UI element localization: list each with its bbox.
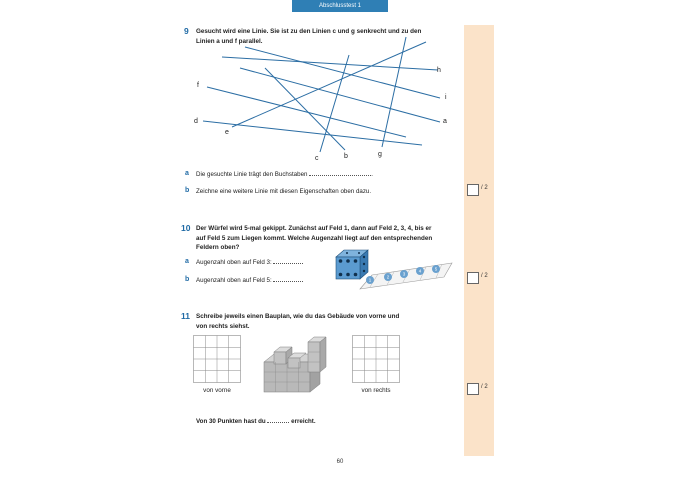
- task-9a-answer-blank[interactable]: [309, 175, 371, 176]
- page-number: 60: [336, 459, 344, 465]
- task-10b-label: Augenzahl oben auf Feld 5:: [196, 277, 272, 284]
- label-f: f: [197, 82, 199, 89]
- grid-front[interactable]: [193, 335, 241, 383]
- label-d: d: [194, 118, 198, 125]
- task-11-text-line1: Schreibe jeweils einen Bauplan, wie du das Gebäude von vorne und: [196, 313, 400, 320]
- field-1-label: 1: [368, 277, 372, 283]
- task-10-score: / 2: [481, 273, 488, 279]
- line-e: [232, 42, 426, 127]
- points-suffix: erreicht.: [291, 418, 316, 425]
- task-10a-text: [196, 259, 303, 266]
- caption-right: von rechts: [361, 387, 391, 394]
- label-h: h: [437, 67, 441, 74]
- task-10b-answer-blank[interactable]: [273, 281, 303, 282]
- points-prefix: Von 30 Punkten hast du: [196, 418, 266, 425]
- grid-right[interactable]: [352, 335, 400, 383]
- task-9-score: / 2: [481, 185, 488, 191]
- field-2-label: 2: [386, 274, 390, 280]
- label-b: b: [344, 153, 348, 160]
- task-10-number: 10: [181, 223, 191, 233]
- task-9b-letter: b: [185, 187, 190, 194]
- task-10b-letter: b: [185, 276, 190, 283]
- building-figure: [262, 334, 330, 396]
- field-5-label: 5: [434, 266, 438, 272]
- task-10a-label: Augenzahl oben auf Feld 3:: [196, 259, 272, 266]
- label-a: a: [443, 118, 447, 125]
- task-11-text: [196, 312, 399, 331]
- task-9a-letter: a: [185, 170, 189, 177]
- task-9-score-box[interactable]: [467, 184, 479, 196]
- task-9b-text: Zeichne eine weitere Linie mit diesen Eigenschaften oben dazu.: [196, 188, 372, 195]
- task-10b-text: [196, 277, 303, 284]
- task-10-text-line2: auf Feld 5 zum Liegen kommt. Welche Augenzahl liegt auf den entsprechenden: [196, 234, 433, 242]
- task-10a-answer-blank[interactable]: [273, 263, 303, 264]
- task-9-text-line1: Gesucht wird eine Linie. Sie ist zu den Linien c und g senkrecht und zu den: [196, 28, 422, 35]
- task-10a-letter: a: [185, 258, 189, 265]
- dice-figure: [330, 247, 470, 297]
- points-summary: [196, 418, 316, 425]
- task-10-text-line1: Der Würfel wird 5-mal gekippt. Zunächst auf Feld 1, dann auf Feld 2, 3, 4, bis er: [196, 225, 432, 232]
- task-9-text-line2: Linien a und f parallel.: [196, 37, 263, 45]
- task-9-number: 9: [184, 26, 189, 36]
- line-a: [240, 68, 440, 122]
- task-11-score-box[interactable]: [467, 383, 479, 395]
- label-e: e: [225, 129, 229, 136]
- task-11-score: / 2: [481, 384, 488, 390]
- label-i: i: [445, 94, 447, 101]
- field-3-label: 3: [402, 271, 406, 277]
- line-i: [245, 47, 440, 98]
- label-c: c: [315, 155, 319, 162]
- field-4-label: 4: [418, 268, 422, 274]
- line-g: [382, 37, 406, 147]
- line-c: [320, 55, 349, 152]
- task-10-text-line3: Feldern oben?: [196, 244, 240, 251]
- task-11-text-line2: von rechts siehst.: [196, 322, 250, 330]
- task-11-number: 11: [181, 311, 190, 321]
- task-9a-label: Die gesuchte Linie trägt den Buchstaben: [196, 171, 308, 178]
- label-g: g: [378, 151, 382, 158]
- points-answer-blank[interactable]: [267, 422, 289, 423]
- line-h: [222, 57, 438, 70]
- caption-front: von vorne: [203, 387, 231, 394]
- task-10-score-box[interactable]: [467, 272, 479, 284]
- header-tab: Abschlusstest 1: [292, 0, 388, 12]
- task-9a-text: [196, 171, 373, 178]
- task-9a-end: .: [371, 171, 373, 178]
